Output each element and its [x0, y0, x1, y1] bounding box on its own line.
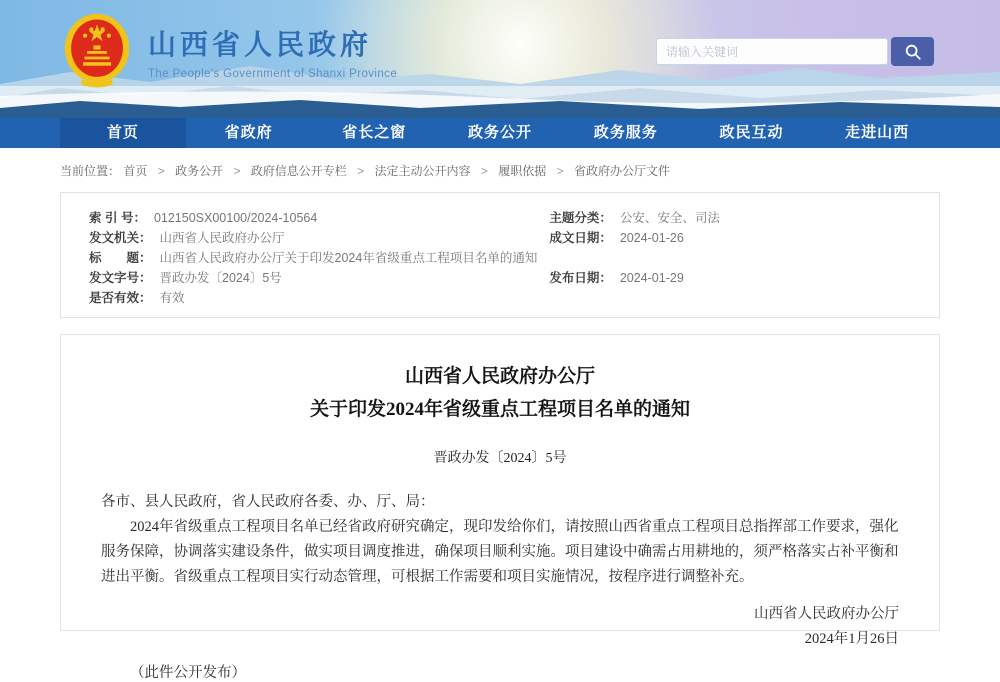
meta-value: 2024-01-26 — [619, 231, 684, 245]
navbar-inner — [60, 118, 940, 148]
document-paragraph: 2024年省级重点工程项目名单已经省政府研究确定，现印发给你们，请按照山西省重点工程项目总指挥部工作要求，强化服务保障，协调落实建设条件，做实项目调度推进，确保项目顺利实施。项目建设中确需占用耕地的，须严格落实占补平衡和进出平衡。省级重点工程项目实行动态管理，可根据工作需要和项目实施情况，按程序进行调整补充。 — [101, 519, 899, 585]
national-emblem-icon — [62, 12, 132, 90]
document-salutation: 各市、县人民政府，省人民政府各委、办、厅、局： — [101, 494, 435, 510]
search-input[interactable] — [656, 38, 888, 65]
nav-item-governor-window[interactable]: 省长之窗 — [342, 124, 407, 141]
meta-value: 山西省人民政府办公厅 — [159, 231, 285, 245]
breadcrumb-item-info-column[interactable]: 政府信息公开专栏 — [250, 164, 347, 178]
meta-row-publish-date — [549, 268, 911, 288]
document-signature — [101, 602, 899, 652]
breadcrumb-item-statutory-content[interactable]: 法定主动公开内容 — [374, 164, 471, 178]
meta-label: 是否有效： — [89, 291, 152, 305]
meta-label: 索 引 号： — [89, 211, 146, 225]
meta-label: 主题分类： — [549, 211, 612, 225]
header-banner — [0, 0, 1000, 118]
main-navbar — [0, 118, 1000, 148]
meta-row-index-number — [89, 208, 549, 228]
metadata-left-column — [89, 208, 549, 308]
breadcrumb-separator: > — [157, 164, 165, 178]
document-metadata-box — [60, 192, 940, 318]
meta-value: 公安、安全、司法 — [619, 211, 720, 225]
nav-item-government-affairs-disclosure[interactable]: 政务公开 — [468, 124, 533, 141]
meta-row-spacer — [549, 248, 911, 268]
search-icon — [904, 43, 922, 61]
meta-row-written-date — [549, 228, 911, 248]
meta-row-topic-category — [549, 208, 911, 228]
meta-value: 山西省人民政府办公厅关于印发2024年省级重点工程项目名单的通知 — [159, 251, 538, 265]
site-title-group — [148, 23, 397, 80]
site-subtitle: The People's Government of Shanxi Province — [148, 67, 398, 80]
site-title: 山西省人民政府 — [148, 28, 373, 60]
nav-item-public-interaction[interactable]: 政民互动 — [719, 124, 784, 141]
document-title-line2: 关于印发2024年省级重点工程项目名单的通知 — [309, 399, 690, 420]
meta-row-document-number — [89, 268, 549, 288]
nav-item-government-services[interactable]: 政务服务 — [593, 124, 658, 141]
search-bar — [656, 37, 934, 66]
breadcrumb-label: 当前位置： — [60, 164, 121, 178]
meta-row-title — [89, 248, 549, 268]
meta-label: 成文日期： — [549, 231, 612, 245]
breadcrumb-item-disclosure[interactable]: 政务公开 — [175, 164, 224, 178]
signature-organization: 山西省人民政府办公厅 — [754, 606, 899, 622]
meta-value: 012150SX00100/2024-10564 — [153, 211, 318, 225]
meta-label: 发文字号： — [89, 271, 152, 285]
nav-item-home[interactable]: 首页 — [60, 118, 186, 148]
breadcrumb — [60, 148, 940, 190]
meta-value: 有效 — [159, 291, 185, 305]
meta-label: 发文机关： — [89, 231, 152, 245]
meta-row-issuing-agency — [89, 228, 549, 248]
meta-value: 2024-01-29 — [619, 271, 684, 285]
publish-note: （此件公开发布） — [130, 665, 246, 681]
breadcrumb-separator: > — [480, 164, 488, 178]
nav-item-provincial-government[interactable]: 省政府 — [224, 124, 273, 141]
breadcrumb-separator: > — [233, 164, 241, 178]
meta-label: 标 题： — [89, 251, 152, 265]
meta-value: 晋政办发〔2024〕5号 — [159, 271, 282, 285]
breadcrumb-item-duty-basis[interactable]: 履职依据 — [498, 164, 547, 178]
breadcrumb-separator: > — [357, 164, 365, 178]
document-title-line1: 山西省人民政府办公厅 — [404, 366, 595, 387]
metadata-right-column — [549, 208, 911, 308]
meta-row-validity — [89, 288, 549, 308]
search-button[interactable] — [891, 37, 934, 66]
breadcrumb-item-office-documents[interactable]: 省政府办公厅文件 — [573, 164, 670, 178]
document-number: 晋政办发〔2024〕5号 — [433, 451, 567, 466]
nav-item-about-shanxi[interactable]: 走进山西 — [845, 124, 910, 141]
document-content-box — [60, 334, 940, 681]
breadcrumb-item-home[interactable]: 首页 — [123, 164, 148, 178]
signature-date: 2024年1月26日 — [804, 631, 899, 647]
document-title — [101, 360, 899, 426]
document-body — [101, 490, 899, 590]
site-logo[interactable] — [62, 12, 397, 90]
meta-label: 发布日期： — [549, 271, 612, 285]
breadcrumb-separator: > — [556, 164, 564, 178]
